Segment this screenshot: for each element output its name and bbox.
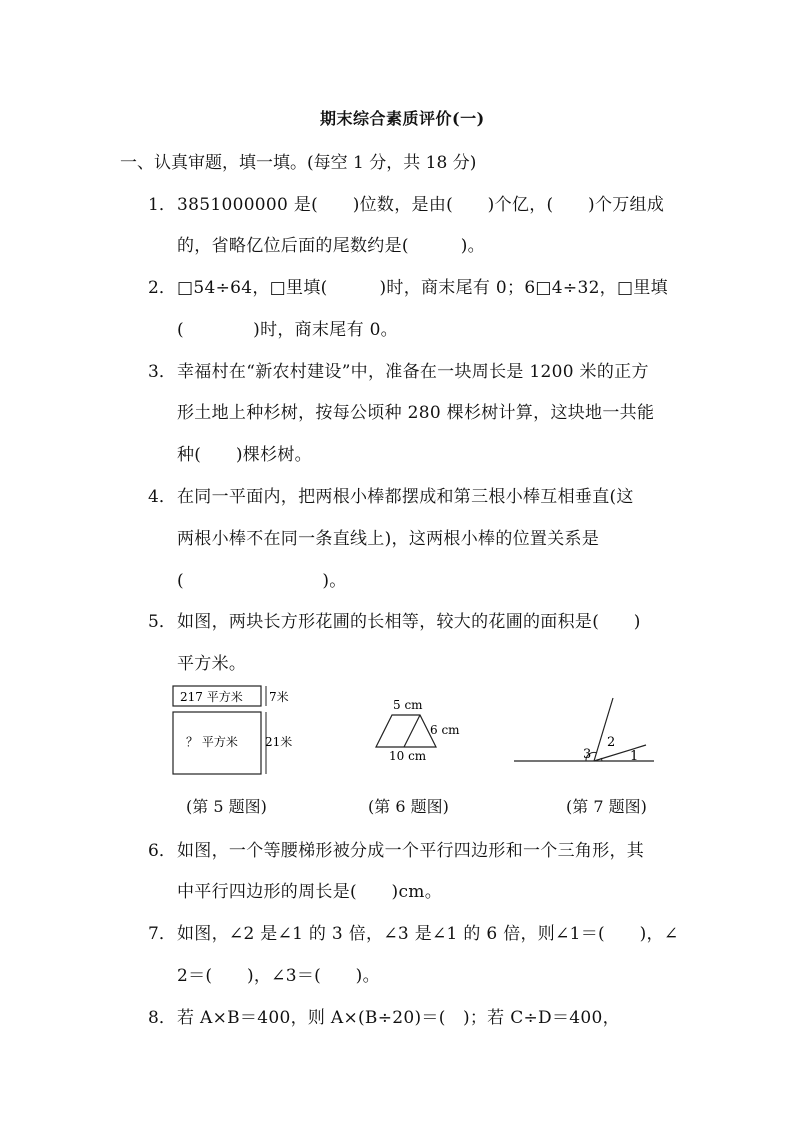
question-text: 若 A×B＝400，则 A×(B÷20)＝( )；若 C÷D＝400， xyxy=(177,1008,620,1028)
angle-3-label: 3 xyxy=(583,747,592,762)
question-text: 形土地上种杉树，按每公顷种 280 棵杉树计算，这块地一共能 xyxy=(177,403,655,423)
question-text: 3851000000 是( )位数，是由( )个亿，( )个万组成 xyxy=(177,195,665,215)
question-text: 中平行四边形的周长是( )cm。 xyxy=(177,882,443,902)
question-text: 幸福村在“新农村建设”中，准备在一块周长是 1200 米的正方 xyxy=(177,362,649,382)
question-number: 6． xyxy=(148,841,176,861)
bottom-side-label: 21米 xyxy=(265,735,293,749)
figure-5-rectangles xyxy=(168,684,298,780)
figure-6-caption: (第 6 题图) xyxy=(368,797,449,816)
question-text: 平方米。 xyxy=(177,654,247,674)
angle-1-label: 1 xyxy=(630,749,639,764)
figure-6-trapezoid xyxy=(366,695,466,767)
section-heading: 一、认真审题，填一填。(每空 1 分，共 18 分) xyxy=(120,153,477,173)
top-side-label: 7米 xyxy=(269,690,289,704)
question-text: 种( )棵杉树。 xyxy=(177,445,312,465)
question-text: ( )时，商末尾有 0。 xyxy=(177,320,398,340)
question-text: 如图，∠2 是∠1 的 3 倍，∠3 是∠1 的 6 倍，则∠1＝( )，∠ xyxy=(177,924,679,944)
question-text: 如图，两块长方形花圃的长相等，较大的花圃的面积是( ) xyxy=(177,612,641,632)
question-number: 7． xyxy=(148,924,176,944)
question-text: 的，省略亿位后面的尾数约是( )。 xyxy=(177,236,485,256)
question-text: 如图，一个等腰梯形被分成一个平行四边形和一个三角形，其 xyxy=(177,841,645,861)
figure-7-angles xyxy=(508,688,658,768)
question-text: 两根小棒不在同一条直线上)，这两根小棒的位置关系是 xyxy=(177,529,600,549)
top-length-label: 5 cm xyxy=(393,698,423,712)
top-area-label: 217 平方米 xyxy=(180,690,243,704)
question-number: 2． xyxy=(148,278,176,298)
question-number: 5． xyxy=(148,612,176,632)
figure-5-caption: (第 5 题图) xyxy=(186,797,267,816)
question-text: 2＝( )，∠3＝( )。 xyxy=(177,966,380,986)
divider-line xyxy=(404,715,420,747)
question-number: 4． xyxy=(148,487,176,507)
question-number: 1． xyxy=(148,195,176,215)
question-number: 8． xyxy=(148,1008,176,1028)
bottom-area-label: ？ 平方米 xyxy=(186,735,238,749)
question-text: □54÷64，□里填( )时，商末尾有 0；6□4÷32，□里填 xyxy=(177,278,668,298)
question-text: 在同一平面内，把两根小棒都摆成和第三根小棒互相垂直(这 xyxy=(177,487,634,507)
figure-7-caption: (第 7 题图) xyxy=(566,797,647,816)
side-length-label: 6 cm xyxy=(430,723,460,737)
question-text: ( )。 xyxy=(177,571,347,591)
bottom-length-label: 10 cm xyxy=(389,749,427,763)
question-number: 3． xyxy=(148,362,176,382)
ray-upper xyxy=(594,698,616,761)
page-title: 期末综合素质评价(一) xyxy=(320,109,485,128)
angle-2-label: 2 xyxy=(607,735,616,750)
